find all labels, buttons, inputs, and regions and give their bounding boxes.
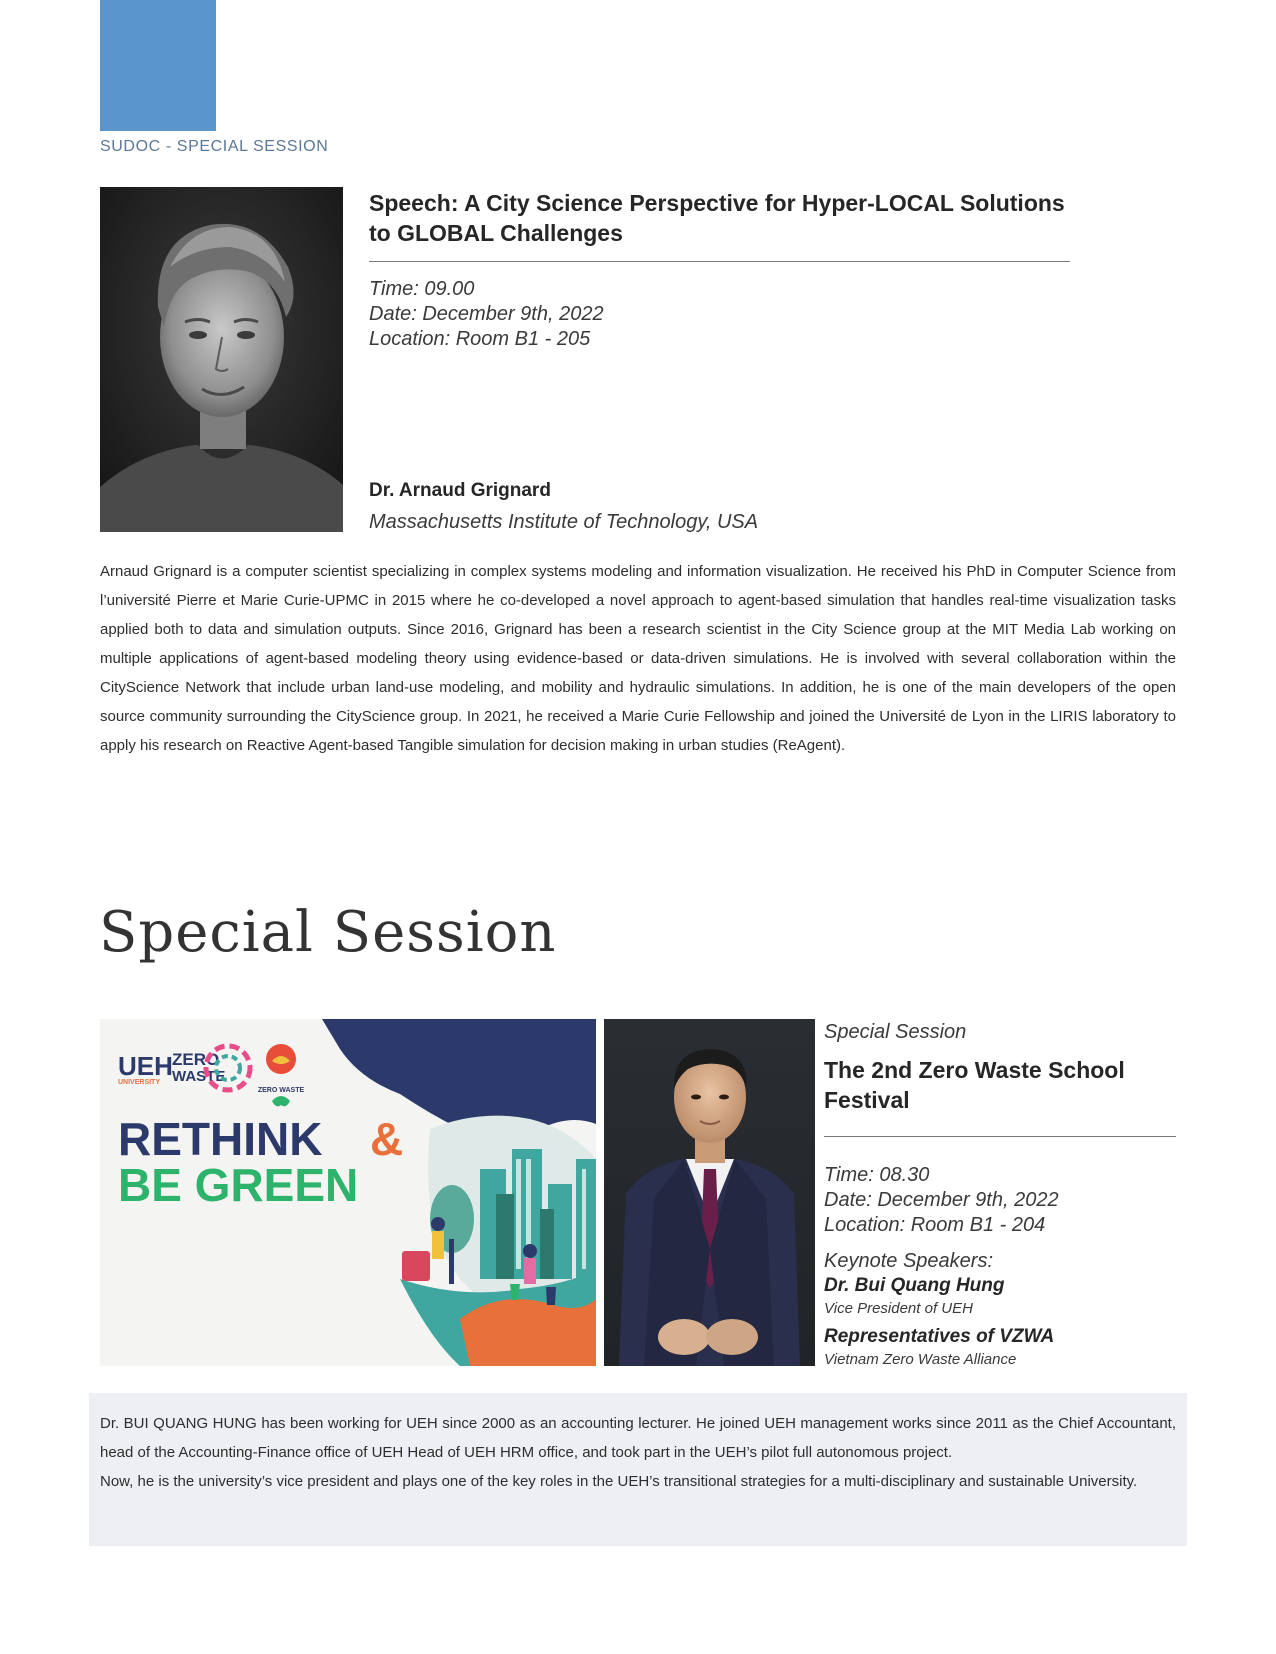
special-session-heading: Special Session — [99, 900, 557, 965]
poster-logo-vzwa: ZERO WASTE — [257, 1087, 305, 1094]
speech-date: Date: December 9th, 2022 — [369, 303, 604, 325]
speaker-photo-bui-quang-hung — [604, 1019, 815, 1366]
speech-time: Time: 09.00 — [369, 278, 475, 300]
speech-location: Location: Room B1 - 205 — [369, 328, 591, 350]
event-poster — [100, 1019, 596, 1366]
keynote-speaker-name: Representatives of VZWA — [824, 1326, 1055, 1347]
section-label: SUDOC - SPECIAL SESSION — [100, 138, 329, 155]
speech-title: Speech: A City Science Perspective for Hyper-LOCAL Solutions to GLOBAL Challenges — [369, 190, 1065, 246]
session-location: Location: Room B1 - 204 — [824, 1214, 1046, 1236]
session-time: Time: 08.30 — [824, 1164, 930, 1186]
poster-headline-amp: & — [370, 1113, 404, 1165]
keynote-label: Keynote Speakers: — [824, 1250, 993, 1272]
poster-logo-ueh: UEH — [118, 1051, 173, 1081]
speaker-name: Dr. Arnaud Grignard — [369, 480, 551, 501]
speaker-photo-grignard — [100, 187, 343, 532]
poster-headline-1: RETHINK — [118, 1113, 323, 1165]
poster-logo-ueh-sub: UNIVERSITY — [118, 1079, 161, 1086]
keynote-speaker-role: Vietnam Zero Waste Alliance — [824, 1351, 1017, 1368]
speaker-affiliation: Massachusetts Institute of Technology, USA — [369, 511, 759, 533]
session-date: Date: December 9th, 2022 — [824, 1189, 1059, 1211]
session-kicker: Special Session — [824, 1021, 967, 1043]
poster-logo-waste: WASTE — [172, 1068, 226, 1085]
session-speaker-bio — [100, 1409, 1176, 1496]
session-divider — [824, 1136, 1176, 1137]
poster-logo-zero: ZERO — [172, 1050, 220, 1069]
keynote-speaker-name: Dr. Bui Quang Hung — [824, 1275, 1005, 1296]
header-accent-block — [100, 0, 216, 131]
poster-bin-icon — [402, 1251, 430, 1281]
keynote-speaker-role: Vice President of UEH — [824, 1300, 973, 1317]
bio-paragraph: Now, he is the university’s vice president and plays one of the key roles in the UEH’s transitional strategies for a multi-disciplinary and sustainable University. — [100, 1473, 1138, 1490]
poster-headline-2: BE GREEN — [118, 1159, 359, 1211]
bio-paragraph: Dr. BUI QUANG HUNG has been working for UEH since 2000 as an accounting lecturer. He joined UEH management works since 2011 as the Chief Accountant, head of the Accounting-Finance office of UEH Head of UEH HRM office, and took part in the UEH’s pilot full autonomous project. — [100, 1415, 1176, 1461]
session-title: The 2nd Zero Waste School Festival — [824, 1057, 1125, 1113]
speaker-bio: Arnaud Grignard is a computer scientist specializing in complex systems modeling and information visualization. He received his PhD in Computer Science from l’université Pierre et Marie Curie-UPMC in 2015 where he co-developed a novel approach to agent-based simulation that handles real-time visualization tasks applied both to data and simulation outputs. Since 2016, Grignard has been a research scientist in the City Science group at the MIT Media Lab working on multiple applications of agent-based modeling theory using evidence-based or data-driven simulations. He is involved with several collaboration within the CityScience Network that include urban land-use modeling, and mobility and hydraulic simulations. In addition, he is one of the main developers of the open source community surrounding the CityScience group. In 2021, he received a Marie Curie Fellowship and joined the Université de Lyon in the LIRIS laboratory to apply his research on Reactive Agent-based Tangible simulation for decision making in urban studies (ReAgent). — [100, 563, 1176, 754]
title-divider — [369, 261, 1070, 262]
poster-orange-shape — [460, 1299, 596, 1366]
